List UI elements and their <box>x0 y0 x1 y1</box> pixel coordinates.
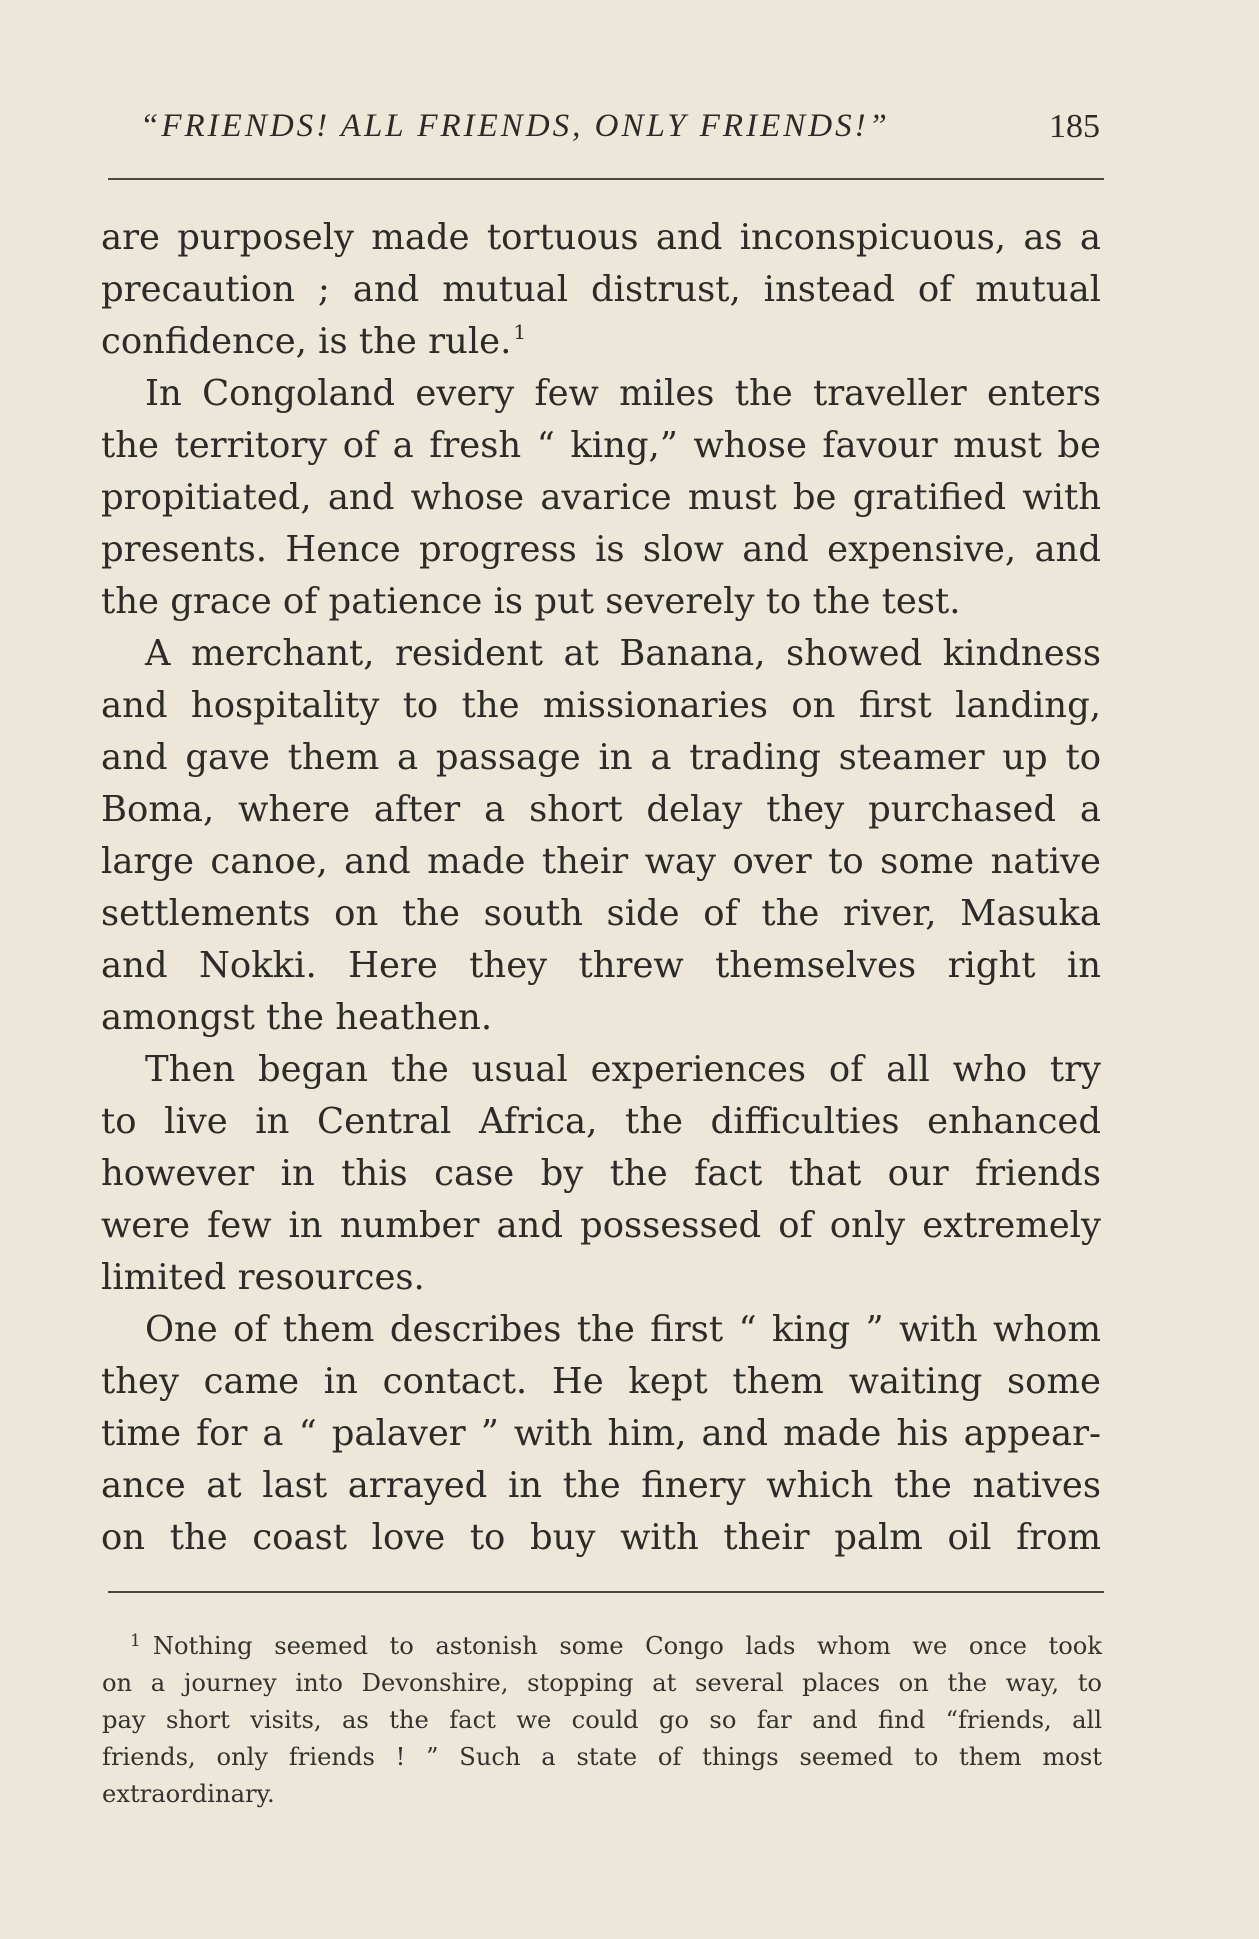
text-line: the territory of a fresh “ king,” whose favour must be <box>101 425 1101 466</box>
text-line: time for a “ palaver ” with him, and made his appear- <box>101 1413 1101 1454</box>
footnote-line: extraordinary. <box>102 1780 275 1808</box>
text-line: ance at last arrayed in the finery which the natives <box>101 1465 1101 1506</box>
text-line <box>101 316 1101 368</box>
footnote-line-content: Nothing seemed to astonish some Congo lads whom we once took <box>152 1632 1102 1660</box>
text-line: large canoe, and made their way over to some native <box>101 841 1101 882</box>
text-line: the grace of patience is put severely to the test. <box>101 581 961 622</box>
text-line-content: confidence, is the rule. <box>101 321 512 362</box>
text-line: settlements on the south side of the river, Masuka <box>101 893 1101 934</box>
text-line: to live in Central Africa, the difficulties enhanced <box>101 1101 1101 1142</box>
text-line: and hospitality to the missionaries on first landing, <box>101 685 1101 726</box>
footnote-number: 1 <box>130 1631 141 1651</box>
text-line: presents. Hence progress is slow and expensive, and <box>101 529 1101 570</box>
text-line: amongst the heathen. <box>101 997 493 1038</box>
paragraph-first-line: A merchant, resident at Banana, showed kindness <box>145 633 1101 674</box>
paragraph-first-line: In Congoland every few miles the traveller enters <box>145 373 1101 414</box>
paragraph-first-line: Then began the usual experiences of all who try <box>145 1049 1101 1090</box>
text-line: they came in contact. He kept them waiting some <box>101 1361 1101 1402</box>
text-line: however in this case by the fact that our friends <box>101 1153 1101 1194</box>
text-line: on the coast love to buy with their palm oil from <box>101 1517 1101 1558</box>
footnote-reference: 1 <box>513 320 527 344</box>
text-line: propitiated, and whose avarice must be gratified with <box>101 477 1101 518</box>
footnote-line <box>102 1623 1102 1665</box>
running-title: “FRIENDS! ALL FRIENDS, ONLY FRIENDS!” <box>140 108 890 144</box>
footnote-line: friends, only friends ! ” Such a state of things seemed to them most <box>102 1743 1102 1771</box>
footnote-rule <box>108 1591 1104 1593</box>
text-line: were few in number and possessed of only extremely <box>101 1205 1101 1246</box>
footnote-line: on a journey into Devonshire, stopping at several places on the way, to <box>102 1669 1102 1697</box>
body-text <box>101 212 1101 1564</box>
text-line: precaution ; and mutual distrust, instead of mutual <box>101 269 1101 310</box>
text-line: limited resources. <box>101 1257 425 1298</box>
header-rule <box>108 178 1104 180</box>
page-number: 185 <box>1049 108 1100 145</box>
footnote <box>102 1623 1102 1813</box>
text-line: Boma, where after a short delay they purchased a <box>101 789 1101 830</box>
running-head <box>140 108 1100 156</box>
paragraph-first-line: One of them describes the first “ king ” with whom <box>145 1309 1101 1350</box>
text-line: are purposely made tortuous and inconspicuous, as a <box>101 217 1101 258</box>
footnote-line: pay short visits, as the fact we could go so far and find “friends, all <box>102 1706 1102 1734</box>
text-line: and gave them a passage in a trading steamer up to <box>101 737 1101 778</box>
text-line: and Nokki. Here they threw themselves right in <box>101 945 1101 986</box>
